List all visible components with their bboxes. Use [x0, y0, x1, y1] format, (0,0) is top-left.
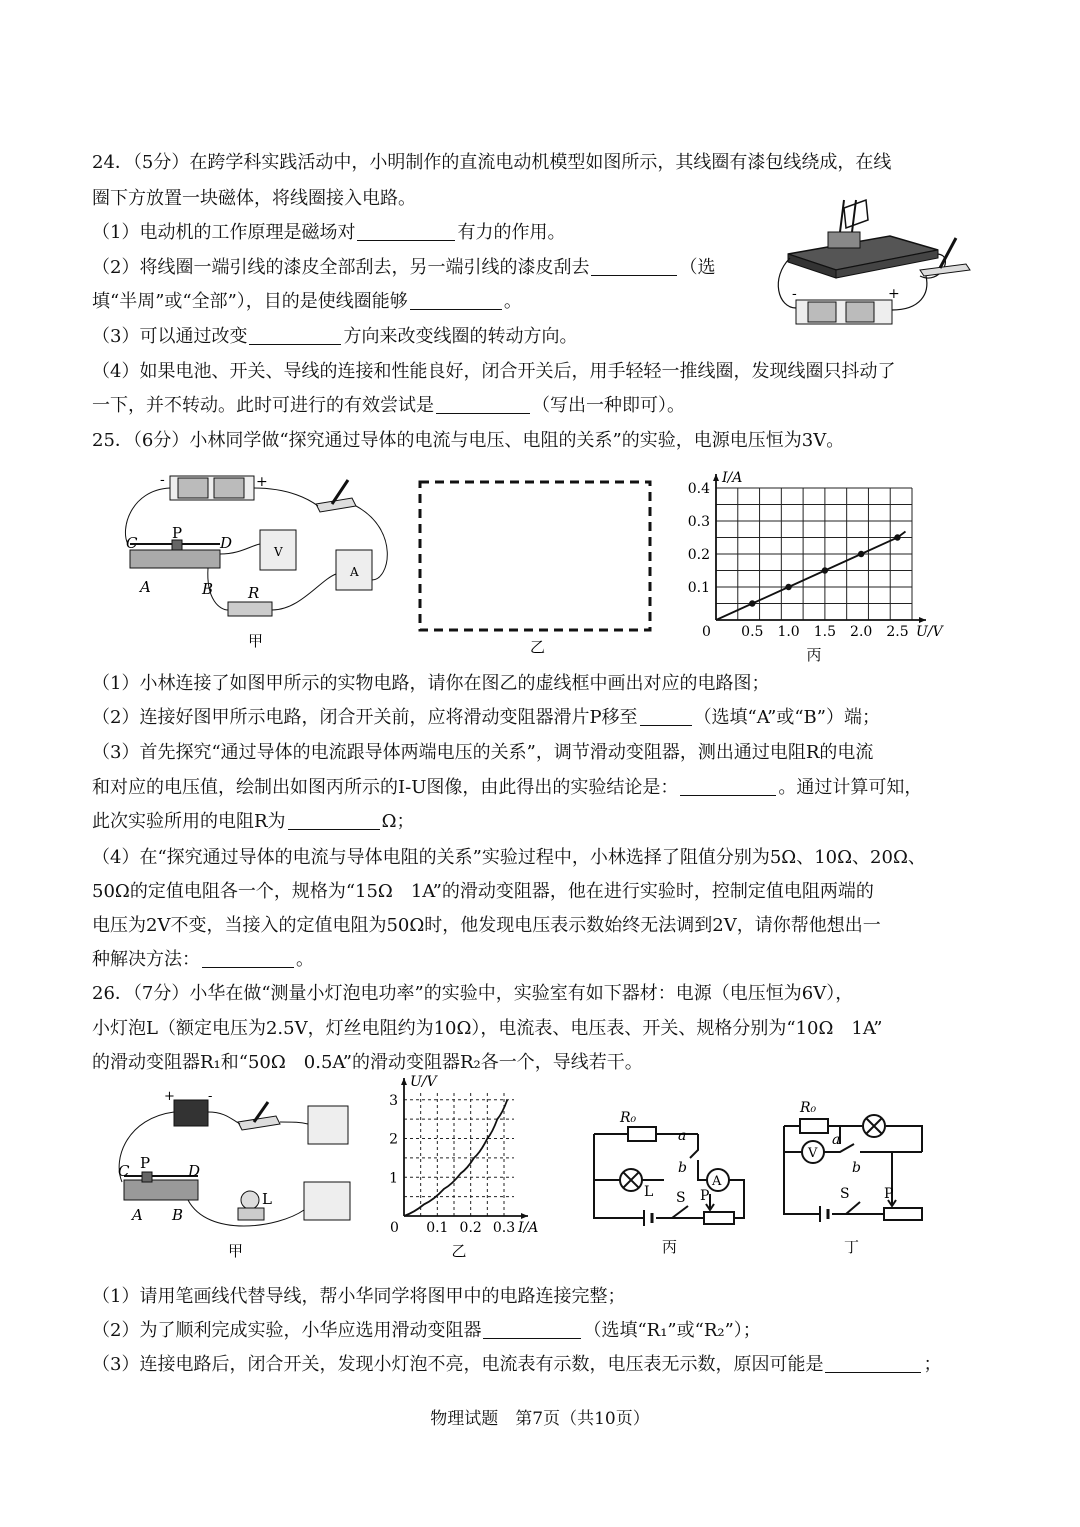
- q25-p4-text-end: 。: [296, 949, 314, 970]
- q25-p4-blank[interactable]: [202, 949, 294, 968]
- q26-circuit-ding: [774, 1094, 944, 1254]
- q26-bing-label-P: P: [700, 1188, 710, 1204]
- q26-p2-text: （2）为了顺利完成实验，小华应选用滑动变阻器: [92, 1320, 482, 1341]
- series-line-extension: [897, 532, 905, 538]
- q26-fig-jia-caption: 甲: [228, 1242, 244, 1260]
- q25-voltmeter-label: V: [274, 545, 283, 559]
- q26-ding-label-R0: R₀: [800, 1100, 817, 1116]
- x-axis-arrow: [919, 617, 926, 623]
- q25-heading: 25．（6分）小林同学做“探究通过导体的电流与电压、电阻的关系”的实验，电源电压恒为3V。: [92, 430, 845, 451]
- q24-p2-text-end: 。: [503, 291, 522, 312]
- data-point: [858, 551, 864, 557]
- q24-p2-text-mid: （选: [679, 257, 716, 278]
- q25-p3-line1: （3）首先探究“通过导体的电流跟导体两端电压的关系”，调节滑动变阻器，测出通过电阻R的电流: [92, 742, 874, 763]
- q25-label-P: P: [172, 524, 183, 542]
- q25-circuit-jia: [110, 470, 410, 650]
- q26-fig-plus: +: [164, 1089, 175, 1104]
- x-tick-label: 0.1: [426, 1220, 449, 1236]
- q26-fig-minus: -: [208, 1089, 213, 1104]
- q24-fig-plus: +: [888, 286, 900, 302]
- y-tick-label: 0.3: [687, 514, 710, 530]
- series-line: [404, 1100, 507, 1216]
- q26-bing-label-R0: R₀: [620, 1110, 637, 1126]
- q26-p3-text-end: ；: [923, 1354, 942, 1375]
- q25-p4-line2: 50Ω的定值电阻各一个，规格为“15Ω 1A”的滑动变阻器，他在进行实验时，控制定值电阻两端的: [92, 881, 874, 902]
- x-axis-label: U/V: [916, 624, 943, 640]
- q26-label-C: C: [118, 1162, 130, 1180]
- q26-circuit-jia: [108, 1088, 368, 1260]
- y-axis-arrow: [401, 1078, 407, 1085]
- x-axis-arrow: [521, 1213, 528, 1219]
- y-tick-label: 0.4: [687, 481, 710, 497]
- q25-fig-jia-caption: 甲: [248, 632, 264, 650]
- q25-p3-text-end: Ω；: [381, 811, 415, 832]
- q26-p2-text-end: （选填“R₁”或“R₂”）；: [583, 1320, 761, 1341]
- q24-p3-text-end: 方向来改变线圈的转动方向。: [343, 326, 578, 347]
- y-tick-label: 0.1: [687, 580, 710, 596]
- q25-p4-line1: （4）在“探究通过导体的电流与导体电阻的关系”实验过程中，小林选择了阻值分别为5Ω、10Ω、20Ω、: [92, 847, 926, 868]
- series-line: [716, 538, 897, 621]
- q25-p4-line3: 电压为2V不变，当接入的定值电阻为50Ω时，他发现电压表示数始终无法调到2V，请你帮他想出一: [92, 915, 881, 936]
- q24-p3-blank[interactable]: [249, 326, 341, 345]
- q26-label-P: P: [140, 1154, 151, 1172]
- q25-fig-plus: +: [256, 474, 268, 490]
- page-footer: 物理试题 第7页（共10页）: [430, 1409, 650, 1429]
- x-tick-label: 0.3: [492, 1220, 516, 1236]
- y-tick-label: 1: [389, 1170, 398, 1187]
- q26-ding-label-b: b: [852, 1160, 861, 1176]
- q26-bing-label-L: L: [644, 1184, 654, 1200]
- q25-p3-blank1[interactable]: [680, 777, 776, 796]
- x-tick-label: 1.0: [777, 624, 800, 640]
- q25-p4-text: 种解决方法：: [92, 949, 200, 970]
- x-tick-label: 0.5: [741, 624, 764, 640]
- q26-heading: 26．（7分）小华在做“测量小灯泡电功率”的实验中，实验室有如下器材：电源（电压恒为6V），: [92, 983, 854, 1004]
- q24-p4-line1: （4）如果电池、开关、导线的连接和性能良好，闭合开关后，用手轻轻一推线圈，发现线圈只抖动了: [92, 361, 896, 382]
- q25-p3-text2: 此次实验所用的电阻R为: [92, 811, 286, 832]
- q26-line2: 小灯泡L（额定电压为2.5V，灯丝电阻约为10Ω），电流表、电压表、开关、规格分别为“10Ω 1A”: [92, 1018, 883, 1039]
- q26-label-B: B: [172, 1206, 184, 1224]
- origin-label: 0: [702, 624, 711, 640]
- q25-p3-blank2[interactable]: [288, 811, 380, 830]
- q26-p3-text: （3）连接电路后，闭合开关，发现小灯泡不亮，电流表有示数，电压表无示数，原因可能是: [92, 1354, 824, 1375]
- origin-label: 0: [390, 1220, 399, 1236]
- q24-p3-text: （3）可以通过改变: [92, 326, 248, 347]
- q26-ding-voltmeter: V: [808, 1146, 818, 1161]
- q25-ammeter-label: A: [350, 565, 359, 579]
- q26-label-D: D: [188, 1162, 201, 1180]
- q24-p4-blank[interactable]: [436, 395, 530, 414]
- q26-ding-label-a: a: [832, 1132, 841, 1148]
- q24-motor-figure: [770, 198, 980, 348]
- q25-label-B: B: [202, 580, 214, 598]
- q24-heading: 24．（5分）在跨学科实践活动中，小明制作的直流电动机模型如图所示，其线圈有漆包线绕成，在线: [92, 152, 892, 173]
- q26-label-A: A: [132, 1206, 143, 1224]
- y-tick-label: 2: [389, 1131, 398, 1148]
- data-point: [749, 600, 755, 606]
- q25-fig-minus: -: [160, 472, 165, 488]
- y-axis-label: I/A: [722, 470, 743, 486]
- q26-ding-label-S: S: [840, 1186, 850, 1202]
- q24-p1-text: （1）电动机的工作原理是磁场对: [92, 222, 356, 243]
- q26-bing-label-a: a: [678, 1128, 687, 1144]
- q26-ui-chart: [380, 1074, 560, 1262]
- y-axis-arrow: [713, 474, 719, 481]
- q24-p2-blank2[interactable]: [410, 291, 502, 310]
- q25-dashed-box-yi[interactable]: [418, 480, 654, 656]
- q25-p2-text: （2）连接好图甲所示电路，闭合开关前，应将滑动变阻器滑片P移至: [92, 707, 638, 728]
- y-tick-label: 3: [389, 1092, 398, 1109]
- q24-p1-text-end: 有力的作用。: [457, 222, 566, 243]
- q26-fig-bing-caption: 丙: [662, 1238, 678, 1256]
- q24-p2-blank1[interactable]: [591, 257, 677, 276]
- x-tick-label: 2.0: [850, 624, 873, 640]
- q24-p1-blank[interactable]: [357, 222, 455, 241]
- q26-line3: 的滑动变阻器R₁和“50Ω 0.5A”的滑动变阻器R₂各一个，导线若干。: [92, 1052, 643, 1073]
- q26-p3-blank[interactable]: [825, 1354, 921, 1373]
- data-point: [785, 584, 791, 590]
- q25-iu-chart: [676, 462, 943, 664]
- q24-fig-minus: -: [792, 286, 797, 302]
- q26-bing-label-b: b: [678, 1160, 687, 1176]
- q25-label-A: A: [140, 578, 151, 596]
- q26-fig-ding-caption: 丁: [844, 1238, 860, 1256]
- q26-label-L: L: [262, 1190, 272, 1208]
- q25-p2-blank[interactable]: [640, 707, 692, 726]
- y-axis-label: U/V: [410, 1074, 437, 1090]
- q25-label-D: D: [220, 534, 233, 552]
- q25-p1: （1）小林连接了如图甲所示的实物电路，请你在图乙的虚线框中画出对应的电路图；: [92, 673, 770, 694]
- x-tick-label: 0.2: [459, 1220, 482, 1236]
- q25-label-C: C: [126, 534, 138, 552]
- q25-p3-text: 和对应的电压值，绘制出如图丙所示的I-U图像，由此得出的实验结论是：: [92, 777, 679, 798]
- q26-bing-ammeter: A: [712, 1174, 722, 1189]
- q24-p2-text: （2）将线圈一端引线的漆皮全部刮去，另一端引线的漆皮刮去: [92, 257, 590, 278]
- chart-caption: 丙: [806, 646, 822, 664]
- q26-ding-label-P: P: [884, 1186, 894, 1202]
- q26-circuit-bing: [586, 1100, 756, 1260]
- q24-heading-line2: 圈下方放置一块磁体，将线圈接入电路。: [92, 188, 416, 209]
- q25-p2-text-end: （选填“A”或“B”）端；: [693, 707, 880, 728]
- x-tick-label: 2.5: [886, 624, 909, 640]
- x-axis-label: I/A: [518, 1220, 539, 1236]
- q25-label-R: R: [248, 584, 260, 602]
- y-tick-label: 0.2: [687, 547, 710, 563]
- q24-p2-text2: 填“半周”或“全部”），目的是使线圈能够: [92, 291, 408, 312]
- q26-bing-label-S: S: [676, 1190, 686, 1206]
- chart-caption: 乙: [451, 1242, 467, 1260]
- data-point: [822, 567, 828, 573]
- q25-p3-text-mid: 。通过计算可知，: [778, 777, 923, 798]
- q26-p1: （1）请用笔画线代替导线，帮小华同学将图甲中的电路连接完整；: [92, 1286, 626, 1307]
- q25-fig-yi-caption: 乙: [530, 638, 546, 656]
- q24-p4-text-end: （写出一种即可）。: [532, 395, 685, 416]
- x-tick-label: 1.5: [813, 624, 837, 640]
- q26-p2-blank[interactable]: [483, 1320, 581, 1339]
- q24-p4-text: 一下，并不转动。此时可进行的有效尝试是: [92, 395, 434, 416]
